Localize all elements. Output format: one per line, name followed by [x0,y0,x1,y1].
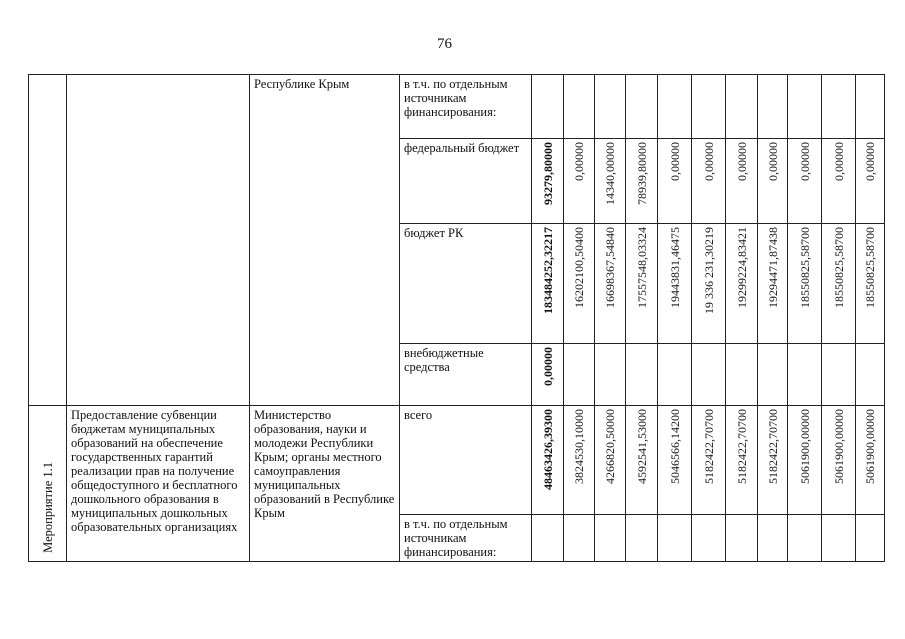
value-cell [595,75,626,139]
executor-cell: Министерство образования, науки и молодежи Республики Крым; органы местного самоуправления муниципальных образований в Республике Крым [250,406,400,562]
value-cell: 0,00000 [726,139,758,224]
value-cell: 19294471,87438 [758,224,788,344]
value-cell [692,344,726,406]
value-cell [726,75,758,139]
source-cell: внебюджетные средства [400,344,532,406]
page-number: 76 [437,36,452,52]
value-cell [758,344,788,406]
value-cell [822,515,856,562]
value-cell [758,515,788,562]
value-cell [856,75,885,139]
financing-table [28,74,885,562]
event-label-cell [29,75,67,406]
table-row [29,406,885,515]
value-cell: 19 336 231,30219 [692,224,726,344]
total-cell [532,515,564,562]
value-cell [788,515,822,562]
source-cell: бюджет РК [400,224,532,344]
value-cell [595,344,626,406]
value-cell: 5061900,00000 [822,406,856,515]
value-cell: 18550825,58700 [856,224,885,344]
description-cell [67,75,250,406]
value-cell [626,344,658,406]
value-cell [692,515,726,562]
value-cell: 5182422,70700 [726,406,758,515]
value-cell [856,515,885,562]
value-cell: 19299224,83421 [726,224,758,344]
source-cell: федеральный бюджет [400,139,532,224]
value-cell [856,344,885,406]
table-row [29,75,885,139]
value-cell: 18550825,58700 [788,224,822,344]
value-cell [658,75,692,139]
description-cell: Предоставление субвенции бюджетам муниципальных образований на обеспечение государственных гарантий реализации прав на получение общедоступного и бесплатного дошкольного образования в муниципальных дошкольных образовательных организациях [67,406,250,562]
value-cell: 78939,80000 [626,139,658,224]
value-cell: 0,00000 [822,139,856,224]
value-cell: 0,00000 [788,139,822,224]
total-cell: 93279,80000 [532,139,564,224]
value-cell [595,515,626,562]
value-cell: 0,00000 [658,139,692,224]
value-cell: 5061900,00000 [788,406,822,515]
value-cell [626,75,658,139]
value-cell: 5182422,70700 [758,406,788,515]
value-cell: 16698367,54840 [595,224,626,344]
source-cell: в т.ч. по отдельным источникам финансирования: [400,515,532,562]
value-cell: 14340,00000 [595,139,626,224]
total-cell: 183484252,32217 [532,224,564,344]
value-cell [564,75,595,139]
total-cell [532,75,564,139]
value-cell [626,515,658,562]
value-cell: 0,00000 [692,139,726,224]
source-cell: в т.ч. по отдельным источникам финансирования: [400,75,532,139]
value-cell: 0,00000 [758,139,788,224]
event-label-cell: Мероприятие 1.1 [29,406,67,562]
value-cell [692,75,726,139]
total-cell: 48463426,39300 [532,406,564,515]
value-cell: 18550825,58700 [822,224,856,344]
value-cell: 0,00000 [856,139,885,224]
value-cell [564,515,595,562]
value-cell: 16202100,50400 [564,224,595,344]
value-cell: 5046566,14200 [658,406,692,515]
total-cell: 0,00000 [532,344,564,406]
value-cell [758,75,788,139]
value-cell: 17557548,03324 [626,224,658,344]
value-cell: 5182422,70700 [692,406,726,515]
value-cell [726,344,758,406]
value-cell [726,515,758,562]
value-cell: 19443831,46475 [658,224,692,344]
value-cell: 3824530,10000 [564,406,595,515]
value-cell [788,344,822,406]
value-cell [788,75,822,139]
value-cell: 0,00000 [564,139,595,224]
value-cell [822,344,856,406]
executor-cell: Республике Крым [250,75,400,406]
value-cell [564,344,595,406]
source-cell: всего [400,406,532,515]
value-cell: 4592541,53000 [626,406,658,515]
value-cell [658,344,692,406]
value-cell [822,75,856,139]
value-cell: 4266820,50000 [595,406,626,515]
value-cell: 5061900,00000 [856,406,885,515]
value-cell [658,515,692,562]
